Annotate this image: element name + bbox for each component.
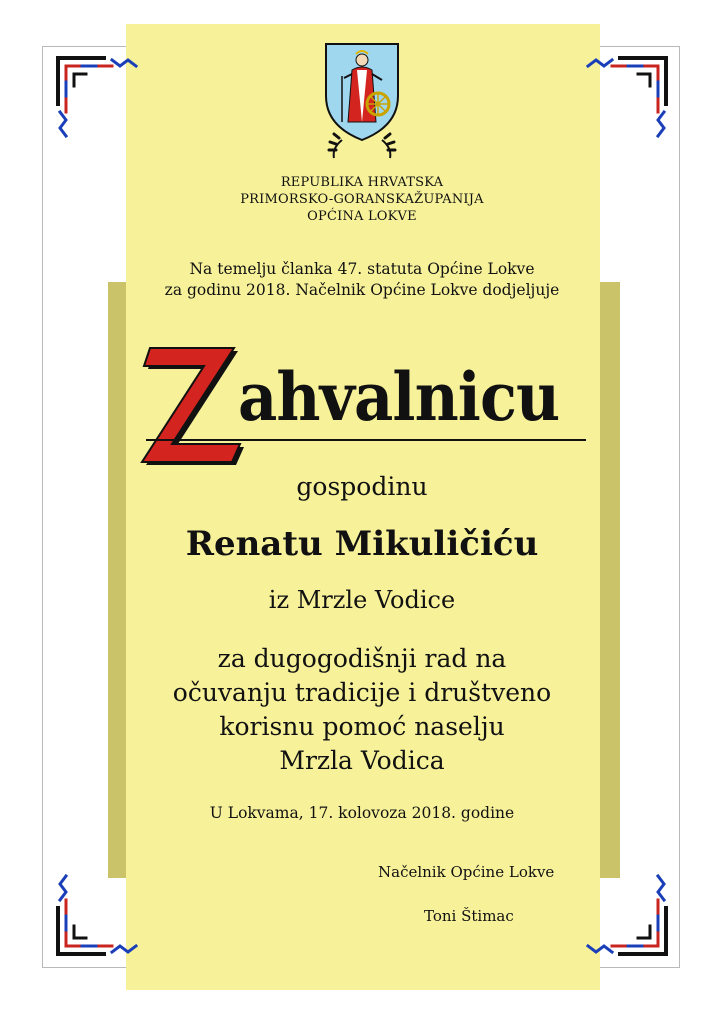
issue-date: U Lokvama, 17. kolovoza 2018. godine [209, 804, 515, 822]
reason-line-3: korisnu pomoć naselju [219, 712, 505, 741]
corner-ornament-bottom-left-icon [52, 860, 152, 960]
header-line-municipality: OPĆINA LOKVE [307, 209, 417, 224]
reason-line-2: očuvanju tradicije i društveno [172, 678, 552, 707]
award-reason [0, 642, 724, 778]
title-initial: Z [136, 340, 137, 341]
corner-ornament-top-right-icon [572, 52, 672, 152]
reason-line-1: za dugogodišnji rad na [217, 644, 507, 673]
title-rest: ahvalnicu [238, 358, 560, 436]
signature-name: Toni Štimac [424, 907, 514, 925]
signature-title: Načelnik Općine Lokve [378, 863, 555, 881]
corner-ornament-bottom-right-icon [572, 860, 672, 960]
coat-of-arms-icon [312, 40, 412, 162]
issuer-header [0, 174, 724, 225]
intro-text [0, 259, 724, 301]
recipient-origin: iz Mrzle Vodice [268, 586, 456, 614]
salutation: gospodinu [296, 472, 428, 501]
intro-line-2: za godinu 2018. Načelnik Općine Lokve dodjeljuje [164, 281, 560, 299]
header-line-country: REPUBLIKA HRVATSKA [280, 175, 444, 190]
header-line-county: PRIMORSKO-GORANSKAŽUPANIJA [240, 192, 484, 207]
intro-line-1: Na temelju članka 47. statuta Općine Lokve [189, 260, 535, 278]
yellow-panel [126, 24, 600, 990]
title-underline [136, 436, 596, 448]
reason-line-4: Mrzla Vodica [279, 746, 445, 775]
corner-ornament-top-left-icon [52, 52, 152, 152]
recipient-name: Renatu Mikuličiću [185, 524, 539, 564]
